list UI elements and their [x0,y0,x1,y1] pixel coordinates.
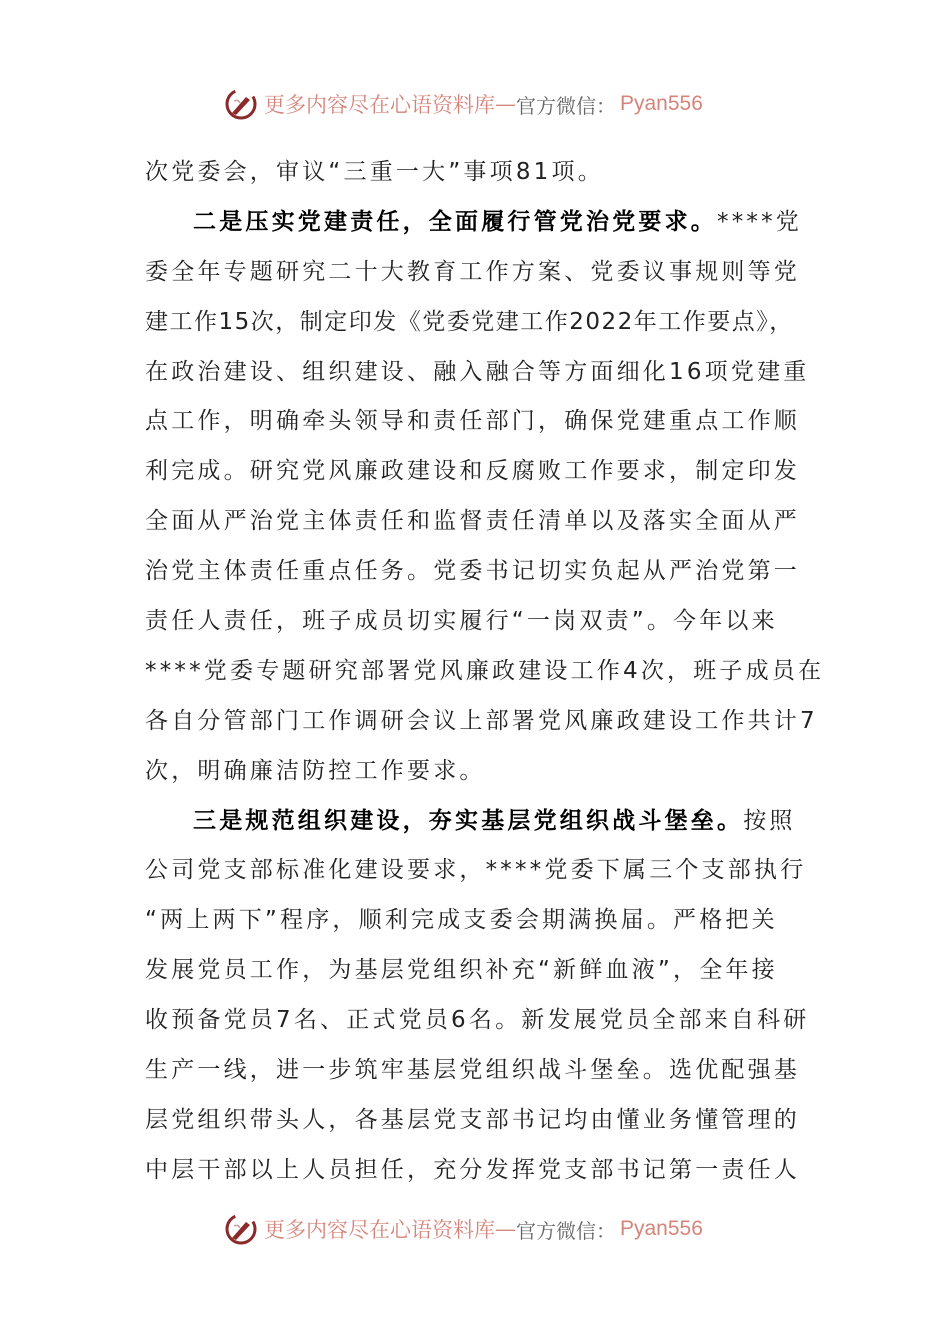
footer-watermark-banner [224,1209,703,1249]
section-heading-line: 三是规范组织建设，夯实基层党组织战斗堡垒。按照 [193,807,796,834]
watermark-site-text: 更多内容尽在心语资料库 [264,1218,495,1242]
text-line: 各自分管部门工作调研会议上部署党风廉政建设工作共计7 [145,707,818,734]
text-line: 责任人责任，班子成员切实履行“一岗双责”。今年以来 [145,608,778,635]
text-line: 中层干部以上人员担任，充分发挥党支部书记第一责任人 [145,1156,800,1183]
header-watermark-banner [224,84,703,124]
text-line: 全面从严治党主体责任和监督责任清单以及落实全面从严 [145,508,800,535]
text-line: 利完成。研究党风廉政建设和反腐败工作要求，制定印发 [145,458,800,485]
document-body [145,148,825,1196]
text-line: 收预备党员7名、正式党员6名。新发展党员全部来自科研 [145,1007,810,1034]
section-heading-line: 二是压实党建责任，全面履行管党治党要求。****党 [193,208,802,235]
text-line: 委全年专题研究二十大教育工作方案、党委议事规则等党 [145,258,800,285]
watermark-wechat-label: 官方微信： [516,93,616,118]
watermark-site-text: 更多内容尽在心语资料库 [264,93,495,117]
watermark-wechat-id: Pyan556 [620,1217,703,1240]
section-heading: 二是压实党建责任，全面履行管党治党要求。 [193,208,717,235]
watermark-wechat-label: 官方微信： [516,1218,616,1243]
watermark-dash: — [495,92,516,116]
text-line: 治党主体责任重点任务。党委书记切实负起从严治党第一 [145,558,800,585]
text-line: 生产一线，进一步筑牢基层党组织战斗堡垒。选优配强基 [145,1057,800,1084]
text-line: 公司党支部标准化建设要求，****党委下属三个支部执行 [145,857,807,884]
text-line: “两上两下”程序，顺利完成支委会期满换届。严格把关 [145,907,778,934]
text-line: ****党委专题研究部署党风廉政建设工作4次，班子成员在 [145,657,825,684]
section-heading: 三是规范组织建设，夯实基层党组织战斗堡垒。 [193,807,744,834]
text-line: 发展党员工作，为基层党组织补充“新鲜血液”，全年接 [145,957,778,984]
watermark-dash: — [495,1217,516,1241]
text-line: 在政治建设、组织建设、融入融合等方面细化16项党建重 [145,358,810,385]
watermark-wechat-id: Pyan556 [620,92,703,115]
text-line: 点工作，明确牵头领导和责任部门，确保党建重点工作顺 [145,408,800,435]
text-line: 次党委会，审议“三重一大”事项81项。 [145,159,604,185]
text-line: 建工作15次，制定印发《党委党建工作2022年工作要点》， [145,308,794,335]
quill-pen-logo-icon [224,1212,258,1246]
quill-pen-logo-icon [224,87,258,121]
text-line: 次，明确廉洁防控工作要求。 [145,757,486,784]
text-line: 层党组织带头人，各基层党支部书记均由懂业务懂管理的 [145,1106,800,1133]
